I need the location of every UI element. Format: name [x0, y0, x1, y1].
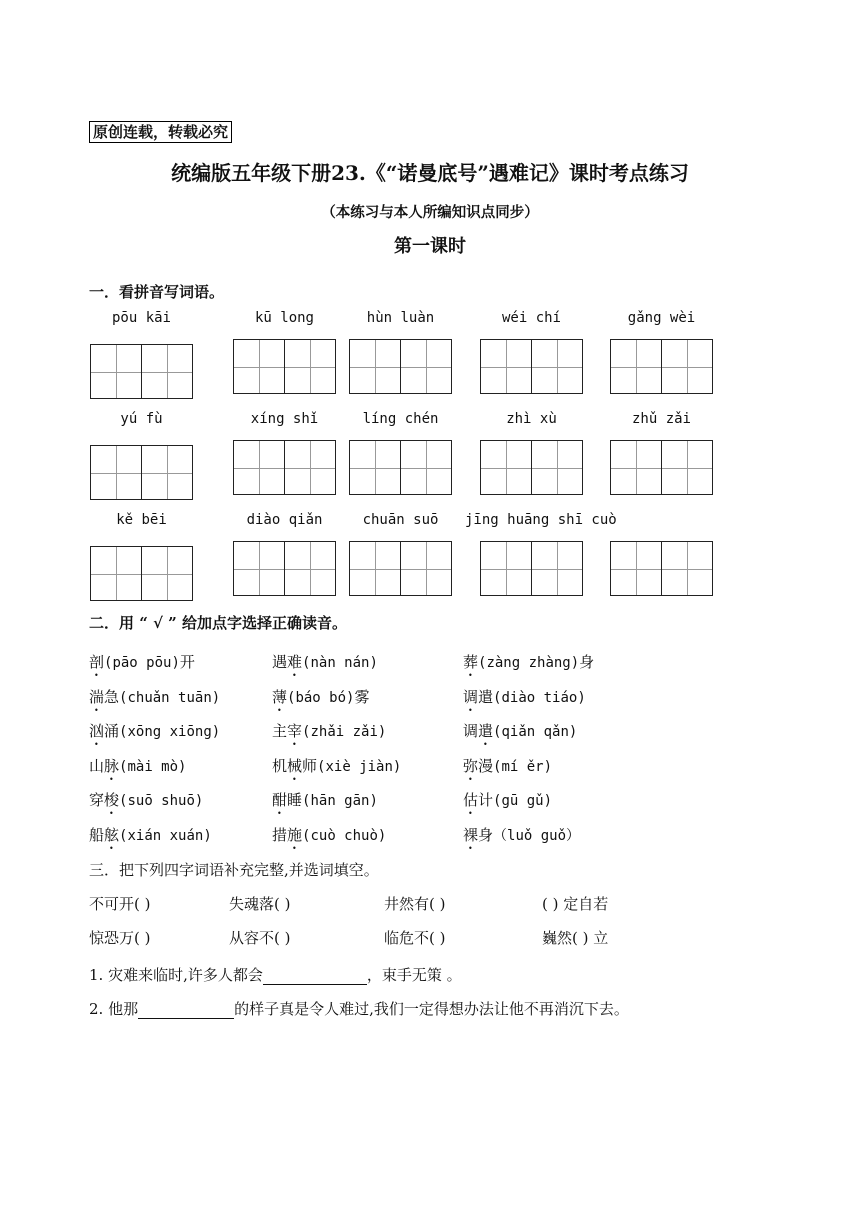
- idiom-item[interactable]: ( ) 定自若: [542, 895, 609, 913]
- pinyin-options[interactable]: (hān gān): [302, 793, 378, 809]
- grid-cell[interactable]: [400, 340, 451, 393]
- grid-cell[interactable]: [91, 446, 141, 499]
- word-choice: [463, 720, 577, 749]
- word-char: 主: [272, 722, 288, 740]
- dotted-char: 械: [287, 756, 303, 775]
- section-3-heading: 三．把下列四字词语补充完整,并选词填空。: [89, 861, 379, 879]
- grid-cell[interactable]: [284, 441, 335, 494]
- word-choice: [463, 755, 552, 784]
- idiom-item[interactable]: 巍然( ) 立: [542, 929, 609, 947]
- pinyin-options[interactable]: (qiǎn qǎn): [493, 724, 578, 740]
- idiom-item[interactable]: 井然有( ): [384, 895, 446, 913]
- word-choice: [89, 755, 186, 784]
- dotted-char: 薄: [272, 687, 288, 706]
- pinyin-options[interactable]: （luǒ guǒ）: [493, 827, 581, 844]
- word-char: 涌: [104, 722, 120, 740]
- grid-cell[interactable]: [400, 542, 451, 595]
- word-char: 穿: [89, 791, 105, 809]
- word-choice: [463, 686, 586, 715]
- dotted-char: 调: [463, 687, 479, 706]
- word-choice: [89, 789, 203, 818]
- word-char: 山: [89, 756, 105, 775]
- word-char: 机: [272, 756, 288, 775]
- word-char: 睡: [287, 791, 303, 809]
- section-2-heading: 二．用 “ √ ” 给加点字选择正确读音。: [89, 614, 348, 632]
- pinyin-label: zhì xù: [506, 411, 557, 427]
- writing-grid[interactable]: [349, 440, 452, 495]
- idiom-item[interactable]: 惊恐万( ): [89, 929, 151, 947]
- grid-cell[interactable]: [531, 441, 582, 494]
- dotted-char: 宰: [287, 722, 303, 740]
- pinyin-options[interactable]: (xiè jiàn): [317, 758, 402, 775]
- pinyin-label: wéi chí: [501, 310, 561, 326]
- pinyin-options[interactable]: (pāo pōu): [104, 655, 180, 671]
- grid-cell[interactable]: [234, 340, 284, 393]
- grid-cell[interactable]: [350, 441, 400, 494]
- grid-cell[interactable]: [661, 340, 712, 393]
- pinyin-options[interactable]: (xōng xiōng): [119, 724, 221, 740]
- word-char: 急: [104, 687, 120, 706]
- writing-grid[interactable]: [610, 339, 713, 394]
- grid-cell[interactable]: [481, 542, 531, 595]
- grid-cell[interactable]: [91, 547, 141, 600]
- page-subtitle: （本练习与本人所编知识点同步）: [321, 204, 539, 221]
- pinyin-label: yú fù: [120, 411, 163, 427]
- writing-grid[interactable]: [90, 546, 193, 601]
- dotted-char: 舷: [104, 825, 120, 844]
- word-choice: [272, 824, 386, 853]
- dotted-char: 裸: [463, 825, 479, 844]
- pinyin-options[interactable]: (cuò chuò): [302, 827, 387, 844]
- writing-grid[interactable]: [90, 445, 193, 500]
- grid-cell[interactable]: [661, 542, 712, 595]
- idiom-item[interactable]: 失魂落( ): [229, 895, 291, 913]
- dotted-char: 估: [463, 791, 479, 809]
- pinyin-options[interactable]: (zàng zhàng): [478, 655, 580, 671]
- word-choice: [463, 651, 594, 680]
- pinyin-label: xíng shǐ: [250, 411, 319, 427]
- pinyin-options[interactable]: (báo bó): [287, 689, 355, 706]
- word-choice: [272, 789, 378, 818]
- writing-grid[interactable]: [480, 339, 583, 394]
- sentence-2-end: 的样子真是令人难过,我们一定得想办法让他不再消沉下去。: [234, 1000, 629, 1018]
- word-choice: [89, 686, 220, 715]
- page-title: 统编版五年级下册23.《“诺曼底号”遇难记》课时考点练习: [171, 161, 689, 185]
- grid-cell[interactable]: [350, 542, 400, 595]
- writing-grid[interactable]: [233, 440, 336, 495]
- pinyin-label: jīng huāng shī cuò: [465, 512, 617, 528]
- grid-cell[interactable]: [284, 340, 335, 393]
- copyright-badge: 原创连载，转载必究: [89, 121, 232, 143]
- grid-cell[interactable]: [531, 340, 582, 393]
- pinyin-options[interactable]: (zhǎi zǎi): [302, 724, 387, 740]
- word-char: 师: [302, 756, 318, 775]
- word-choice: [463, 789, 552, 818]
- grid-cell[interactable]: [611, 340, 661, 393]
- word-char: 措: [272, 825, 288, 844]
- dotted-char: 梭: [104, 791, 120, 809]
- word-char: 开: [179, 653, 195, 671]
- grid-cell[interactable]: [481, 441, 531, 494]
- grid-cell[interactable]: [481, 340, 531, 393]
- word-choice: [89, 720, 220, 749]
- writing-grid[interactable]: [610, 440, 713, 495]
- grid-cell[interactable]: [531, 542, 582, 595]
- idiom-item[interactable]: 临危不( ): [384, 929, 446, 947]
- writing-grid[interactable]: [610, 541, 713, 596]
- word-char: 遣: [478, 687, 494, 706]
- lesson-heading: 第一课时: [394, 236, 466, 257]
- grid-cell[interactable]: [141, 446, 192, 499]
- grid-cell[interactable]: [234, 441, 284, 494]
- pinyin-label: pōu kāi: [111, 310, 171, 326]
- word-char: 身: [478, 825, 494, 844]
- grid-cell[interactable]: [661, 441, 712, 494]
- grid-cell[interactable]: [284, 542, 335, 595]
- answer-blank-1[interactable]: [263, 968, 367, 985]
- word-choice: [89, 651, 195, 680]
- pinyin-options[interactable]: (gū gǔ): [493, 793, 553, 809]
- dotted-char: 脉: [104, 756, 120, 775]
- grid-cell[interactable]: [400, 441, 451, 494]
- answer-blank-2[interactable]: [138, 1002, 234, 1019]
- pinyin-label: líng chén: [362, 411, 439, 427]
- word-char: 遇: [272, 653, 288, 671]
- grid-cell[interactable]: [141, 345, 192, 398]
- fill-sentence-2: [89, 998, 629, 1019]
- grid-cell[interactable]: [611, 542, 661, 595]
- writing-grid[interactable]: [480, 541, 583, 596]
- word-char: 船: [89, 825, 105, 844]
- dotted-char: 施: [287, 825, 303, 844]
- section-1-heading: 一．看拼音写词语。: [89, 283, 225, 301]
- dotted-char: 湍: [89, 687, 105, 706]
- sentence-1-start: 1. 灾难来临时,许多人都会: [89, 966, 263, 984]
- sentence-1-end: ，束手无策 。: [366, 966, 462, 984]
- word-char: 身: [579, 653, 595, 671]
- writing-grid[interactable]: [480, 440, 583, 495]
- word-char: 计: [478, 791, 494, 809]
- fill-sentence-1: [89, 964, 462, 985]
- dotted-char: 弥: [463, 756, 479, 775]
- dotted-char: 酣: [272, 791, 288, 809]
- word-choice: [272, 686, 369, 715]
- pinyin-options[interactable]: (nàn nán): [302, 655, 378, 671]
- word-choice: [463, 824, 580, 853]
- grid-cell[interactable]: [91, 345, 141, 398]
- pinyin-options[interactable]: (diào tiáo): [493, 689, 586, 706]
- idiom-item[interactable]: 从容不( ): [229, 929, 291, 947]
- pinyin-options[interactable]: (suō shuō): [119, 793, 204, 809]
- word-char: 调: [463, 722, 479, 740]
- dotted-char: 葬: [463, 653, 479, 671]
- word-choice: [272, 720, 386, 749]
- pinyin-options[interactable]: (xián xuán): [119, 827, 212, 844]
- sentence-2-start: 2. 他那: [89, 1000, 139, 1018]
- word-char: 雾: [354, 687, 370, 706]
- writing-grid[interactable]: [233, 339, 336, 394]
- writing-grid[interactable]: [90, 344, 193, 399]
- word-char: 漫: [478, 756, 494, 775]
- pinyin-label: hùn luàn: [366, 310, 435, 326]
- pinyin-label: chuān suō: [362, 512, 439, 528]
- idiom-item[interactable]: 不可开( ): [89, 895, 151, 913]
- grid-cell[interactable]: [234, 542, 284, 595]
- writing-grid[interactable]: [349, 541, 452, 596]
- grid-cell[interactable]: [611, 441, 661, 494]
- pinyin-options[interactable]: (mài mò): [119, 758, 187, 775]
- pinyin-options[interactable]: (chuǎn tuān): [119, 689, 221, 706]
- dotted-char: 剖: [89, 653, 105, 671]
- word-choice: [272, 651, 378, 680]
- pinyin-label: gǎng wèi: [627, 310, 696, 326]
- dotted-char: 遣: [478, 722, 494, 740]
- dotted-char: 难: [287, 653, 303, 671]
- pinyin-label: diào qiǎn: [246, 512, 323, 528]
- word-choice: [89, 824, 212, 853]
- dotted-char: 汹: [89, 722, 105, 740]
- pinyin-options[interactable]: (mí ěr): [493, 758, 553, 775]
- pinyin-label: zhǔ zǎi: [631, 411, 691, 427]
- grid-cell[interactable]: [141, 547, 192, 600]
- pinyin-label: kě bēi: [116, 512, 167, 528]
- writing-grid[interactable]: [349, 339, 452, 394]
- grid-cell[interactable]: [350, 340, 400, 393]
- pinyin-label: kū long: [254, 310, 314, 326]
- writing-grid[interactable]: [233, 541, 336, 596]
- word-choice: [272, 755, 401, 784]
